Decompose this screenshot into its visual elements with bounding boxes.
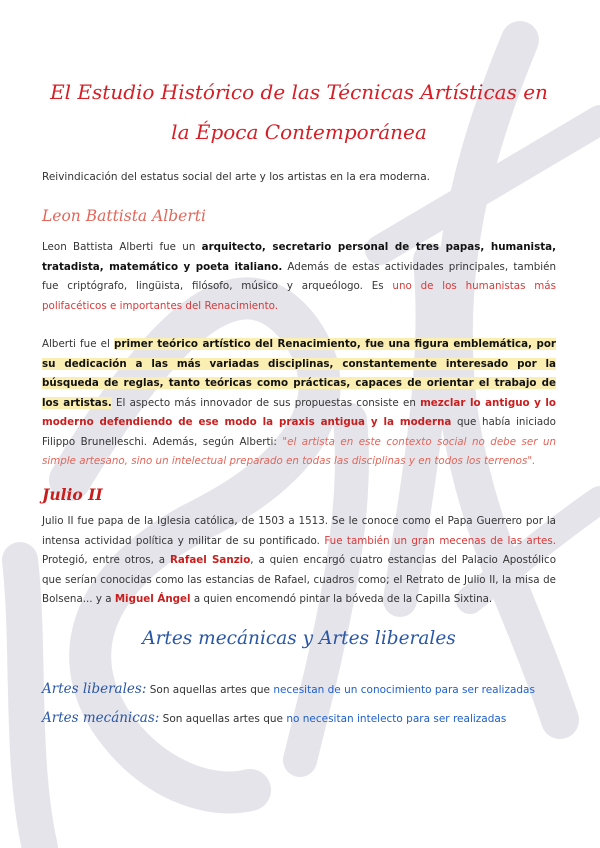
text-run: El aspecto más innovador de sus propuestas consiste en: [111, 396, 421, 409]
definition-artes-liberales: [42, 681, 535, 697]
highlighted-text: uno de los humanistas más polifacéticos e importantes del Renacimiento.: [42, 280, 556, 312]
quote-text: "el artista en este contexto social no debe ser un simple artesano, sino un intelectual preparado en todas las disciplinas y en todos los terrenos".: [42, 435, 556, 467]
heading-julio-ii: Julio II: [42, 485, 103, 504]
name-miguel-angel: Miguel Ángel: [114, 593, 191, 605]
text-run: que había iniciado Filippo Brunelleschi. Además, según Alberti:: [42, 416, 556, 448]
text-run: Son aquellas artes que: [146, 684, 274, 696]
highlighted-text: primer teórico artístico del Renacimiento, fue una figura emblemática, por su dedicación a las más variadas disciplinas, constantemente interesado por la búsqueda de reglas, tanto teóricas como prácticas, capaces de orientar el trabajo de los artistas.: [42, 338, 556, 409]
highlighted-text: necesitan de un conocimiento para ser realizadas: [273, 684, 535, 696]
heading-leon-battista-alberti: Leon Battista Alberti: [42, 207, 206, 225]
highlighted-text: no necesitan intelecto para ser realizadas: [286, 713, 507, 725]
paragraph-alberti-2: [42, 335, 556, 472]
term-label: Artes mecánicas:: [42, 710, 160, 726]
text-run: Leon Battista Alberti fue un: [42, 241, 202, 253]
text-run: a quien encomendó pintar la bóveda de la Capilla Sixtina.: [190, 593, 493, 605]
name-rafael: Rafael Sanzio: [170, 554, 251, 566]
heading-artes: Artes mecánicas y Artes liberales: [142, 628, 456, 649]
bold-text: arquitecto, secretario personal de tres papas, humanista, tratadista, matemático y poeta italiano.: [42, 241, 556, 273]
text-run: Alberti fue el: [42, 338, 115, 350]
text-run: Son aquellas artes que: [159, 713, 287, 725]
term-label: Artes liberales:: [42, 681, 147, 697]
text-run: Además de estas actividades principales, también fue criptógrafo, lingüista, filósofo, músico y arqueólogo. Es: [42, 260, 556, 292]
text-run: , a quien encargó cuatro estancias del Palacio Apostólico que serían conocidas como las estancias de Rafael, cuadros como; el Retrato de Julio II, la misa de Bolsena... y a: [42, 554, 556, 605]
highlighted-text: Fue también un gran mecenas de las artes.: [324, 534, 556, 547]
page-title: El Estudio Histórico de las Técnicas Artísticas en la Época Contemporánea: [50, 80, 548, 144]
definition-artes-mecanicas: [42, 710, 506, 726]
text-run: Julio II fue papa de la Iglesia católica, de 1503 a 1513. Se le conoce como el Papa Guerrero por la intensa actividad política y militar de su pontificado.: [42, 515, 556, 547]
intro-text: Reivindicación del estatus social del arte y los artistas en la era moderna.: [42, 171, 430, 183]
highlighted-text: mezclar lo antiguo y lo moderno defendiendo de ese modo la praxis antigua y la moderna: [42, 396, 556, 428]
paragraph-alberti-1: [42, 238, 556, 316]
text-run: Protegió, entre otros, a: [42, 554, 170, 566]
paragraph-julio-ii: [42, 512, 556, 610]
